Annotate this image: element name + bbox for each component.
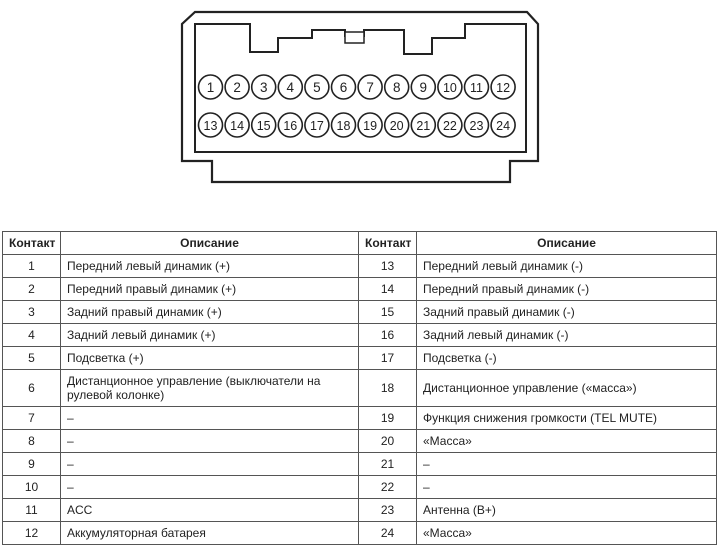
contact-number-left: 4 bbox=[3, 324, 61, 347]
contact-number-right: 16 bbox=[359, 324, 417, 347]
connector-pin bbox=[332, 75, 356, 99]
contact-number-right: 14 bbox=[359, 278, 417, 301]
connector-pin bbox=[358, 75, 382, 99]
connector-pin bbox=[491, 75, 515, 99]
description-left: Дистанционное управление (выключатели на рулевой колонке) bbox=[61, 370, 359, 407]
contact-number-left: 2 bbox=[3, 278, 61, 301]
pin-number: 21 bbox=[416, 119, 431, 133]
contact-number-right: 22 bbox=[359, 476, 417, 499]
pin-number: 3 bbox=[259, 80, 268, 95]
pin-number: 4 bbox=[286, 80, 295, 95]
connector-pin bbox=[278, 75, 302, 99]
header-description-right: Описание bbox=[417, 232, 717, 255]
table-row bbox=[3, 301, 717, 324]
connector-pin bbox=[491, 113, 515, 137]
connector-pin bbox=[199, 75, 223, 99]
pin-number: 16 bbox=[283, 119, 298, 133]
contact-number-right: 24 bbox=[359, 522, 417, 545]
pin-number: 8 bbox=[392, 80, 401, 95]
header-contact-left: Контакт bbox=[3, 232, 61, 255]
description-left: Подсветка (+) bbox=[61, 347, 359, 370]
contact-number-right: 17 bbox=[359, 347, 417, 370]
connector-pin bbox=[411, 75, 435, 99]
connector-latch bbox=[345, 32, 364, 43]
connector-pin bbox=[465, 75, 489, 99]
contact-number-left: 10 bbox=[3, 476, 61, 499]
description-right: Задний правый динамик (-) bbox=[417, 301, 717, 324]
table-row bbox=[3, 324, 717, 347]
table-row bbox=[3, 453, 717, 476]
connector-pin bbox=[225, 75, 249, 99]
pin-number: 22 bbox=[442, 119, 457, 133]
pin-number: 1 bbox=[206, 80, 215, 95]
pin-number: 11 bbox=[470, 81, 483, 95]
description-right: Антенна (B+) bbox=[417, 499, 717, 522]
pin-number: 13 bbox=[203, 119, 218, 133]
connector-pin bbox=[225, 113, 249, 137]
table-row bbox=[3, 370, 717, 407]
pin-number: 2 bbox=[233, 80, 241, 95]
pin-number: 15 bbox=[256, 119, 271, 133]
connector-pin bbox=[411, 113, 435, 137]
contact-number-left: 6 bbox=[3, 370, 61, 407]
pin-number: 19 bbox=[363, 119, 378, 133]
pin-number: 24 bbox=[496, 119, 511, 133]
contact-number-left: 1 bbox=[3, 255, 61, 278]
pin-number: 18 bbox=[336, 119, 351, 133]
table-row bbox=[3, 522, 717, 545]
description-right: Задний левый динамик (-) bbox=[417, 324, 717, 347]
pin-number: 7 bbox=[366, 80, 374, 95]
connector-pin bbox=[385, 75, 409, 99]
contact-number-right: 15 bbox=[359, 301, 417, 324]
description-right: Функция снижения громкости (TEL MUTE) bbox=[417, 407, 717, 430]
description-left: Задний правый динамик (+) bbox=[61, 301, 359, 324]
pin-number: 6 bbox=[339, 80, 348, 95]
connector-pin bbox=[278, 113, 302, 137]
connector-pin bbox=[252, 75, 276, 99]
contact-number-left: 11 bbox=[3, 499, 61, 522]
contact-number-left: 9 bbox=[3, 453, 61, 476]
contact-number-left: 7 bbox=[3, 407, 61, 430]
table-row bbox=[3, 278, 717, 301]
pin-number: 5 bbox=[313, 80, 321, 95]
connector-pin bbox=[305, 113, 329, 137]
header-contact-right: Контакт bbox=[359, 232, 417, 255]
connector-pin bbox=[385, 113, 409, 137]
pin-number: 12 bbox=[496, 81, 511, 95]
contact-number-right: 23 bbox=[359, 499, 417, 522]
description-left: – bbox=[61, 476, 359, 499]
pinout-table bbox=[2, 231, 717, 545]
connector-diagram bbox=[0, 0, 720, 200]
contact-number-left: 3 bbox=[3, 301, 61, 324]
pin-number: 9 bbox=[419, 80, 428, 95]
description-right: Дистанционное управление («масса») bbox=[417, 370, 717, 407]
description-right: Передний левый динамик (-) bbox=[417, 255, 717, 278]
table-row bbox=[3, 499, 717, 522]
contact-number-left: 5 bbox=[3, 347, 61, 370]
contact-number-right: 21 bbox=[359, 453, 417, 476]
connector-pin bbox=[252, 113, 276, 137]
description-left: – bbox=[61, 407, 359, 430]
connector-pin bbox=[199, 113, 223, 137]
contact-number-left: 8 bbox=[3, 430, 61, 453]
description-right: – bbox=[417, 476, 717, 499]
description-right: «Масса» bbox=[417, 522, 717, 545]
contact-number-right: 20 bbox=[359, 430, 417, 453]
description-left: – bbox=[61, 430, 359, 453]
description-left: Задний левый динамик (+) bbox=[61, 324, 359, 347]
connector-pin bbox=[438, 75, 462, 99]
description-right: «Масса» bbox=[417, 430, 717, 453]
description-left: – bbox=[61, 453, 359, 476]
contact-number-left: 12 bbox=[3, 522, 61, 545]
pin-number: 14 bbox=[230, 119, 245, 133]
contact-number-right: 19 bbox=[359, 407, 417, 430]
pin-number: 10 bbox=[442, 81, 457, 95]
table-row bbox=[3, 407, 717, 430]
description-left: Передний правый динамик (+) bbox=[61, 278, 359, 301]
table-row bbox=[3, 476, 717, 499]
table-row bbox=[3, 347, 717, 370]
table-row bbox=[3, 430, 717, 453]
table-header-row bbox=[3, 232, 717, 255]
description-right: Подсветка (-) bbox=[417, 347, 717, 370]
contact-number-right: 18 bbox=[359, 370, 417, 407]
pin-number: 20 bbox=[389, 119, 404, 133]
header-description-left: Описание bbox=[61, 232, 359, 255]
description-right: Передний правый динамик (-) bbox=[417, 278, 717, 301]
table-row bbox=[3, 255, 717, 278]
description-left: Аккумуляторная батарея bbox=[61, 522, 359, 545]
pin-number: 17 bbox=[309, 119, 324, 133]
connector-pin bbox=[438, 113, 462, 137]
connector-pin bbox=[305, 75, 329, 99]
connector-pin bbox=[332, 113, 356, 137]
pin-number: 23 bbox=[469, 119, 484, 133]
description-left: Передний левый динамик (+) bbox=[61, 255, 359, 278]
connector-pin bbox=[358, 113, 382, 137]
contact-number-right: 13 bbox=[359, 255, 417, 278]
connector-pin bbox=[465, 113, 489, 137]
description-right: – bbox=[417, 453, 717, 476]
description-left: ACC bbox=[61, 499, 359, 522]
